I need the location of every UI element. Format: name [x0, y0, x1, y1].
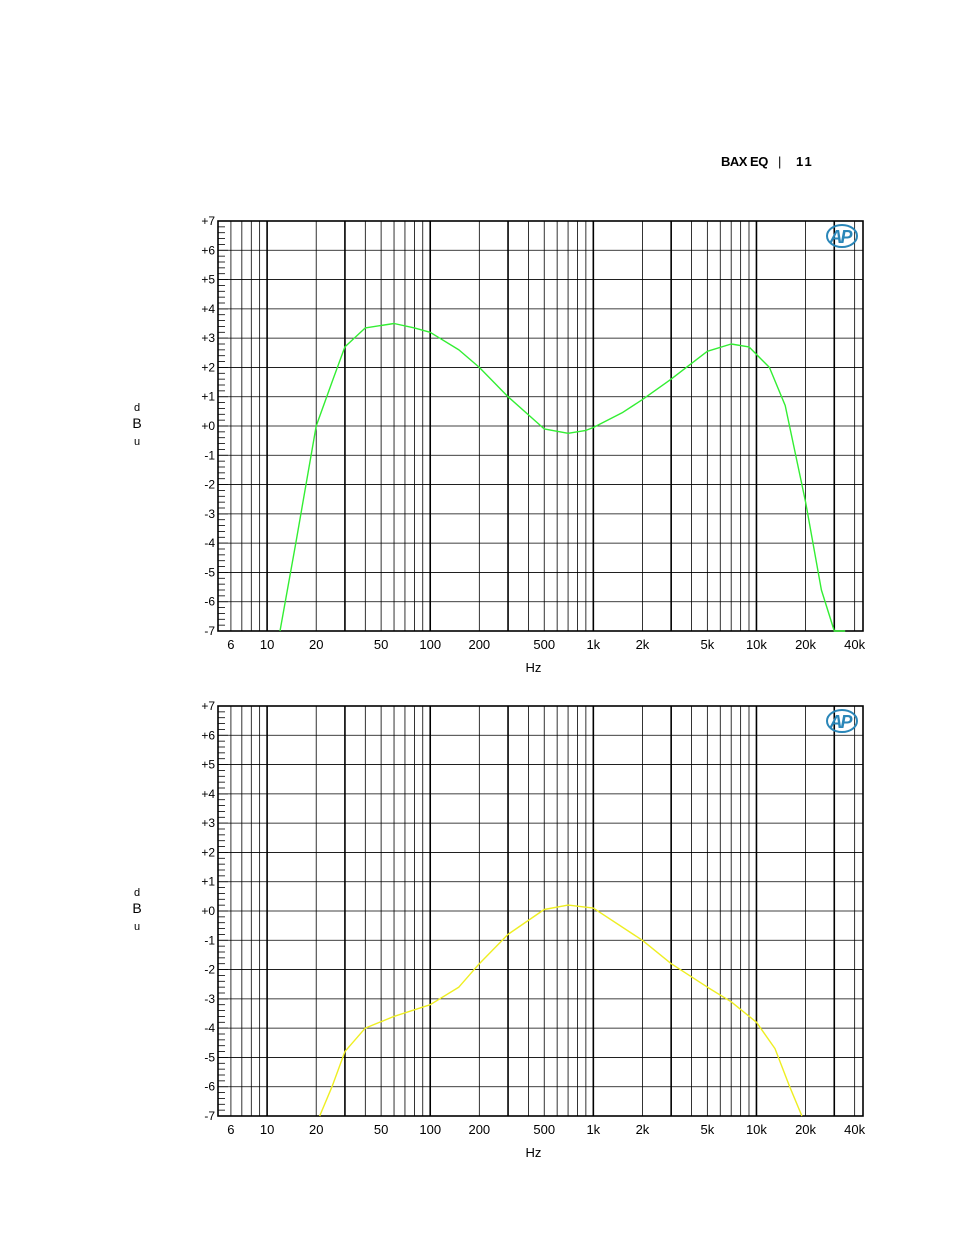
x-tick-label: 500	[533, 1122, 556, 1137]
y-tick-label: -2	[204, 477, 215, 492]
x-tick-label: 500	[533, 637, 556, 652]
x-tick-label: 10k	[745, 637, 767, 652]
y-tick-label: +3	[201, 816, 215, 831]
y-axis-label-char: B	[132, 900, 142, 916]
x-tick-label: 10k	[745, 1122, 767, 1137]
series-line	[320, 905, 802, 1116]
y-tick-label: -4	[204, 536, 215, 551]
x-tick-label: 10	[259, 1122, 275, 1137]
x-tick-label: 1k	[586, 1122, 601, 1137]
header-separator: |	[778, 154, 782, 169]
y-tick-label: +6	[201, 243, 215, 258]
x-tick-label: 40k	[844, 1122, 866, 1137]
x-tick-label: 6	[227, 637, 235, 652]
ap-logo-text: AP	[829, 227, 851, 247]
x-tick-label: 5k	[700, 637, 715, 652]
frequency-response-chart-top	[0, 205, 954, 685]
x-tick-label: 20k	[795, 637, 817, 652]
y-tick-label: -4	[204, 1021, 215, 1036]
ap-logo-text: AP	[829, 712, 851, 732]
y-tick-label: -1	[204, 448, 215, 463]
y-axis-label	[132, 402, 141, 448]
ap-logo	[827, 710, 857, 732]
y-tick-label: -6	[204, 594, 215, 609]
grid	[218, 706, 863, 1116]
y-axis-label-char: d	[133, 402, 141, 414]
y-tick-label: +5	[201, 757, 215, 772]
x-tick-label: 100	[419, 637, 442, 652]
y-tick-label: -7	[204, 1109, 215, 1123]
x-tick-label: 2k	[635, 637, 650, 652]
y-tick-label: +7	[201, 699, 215, 713]
x-tick-label: 20k	[795, 1122, 817, 1137]
x-tick-label: 10	[259, 637, 275, 652]
x-tick-label: 20	[308, 1122, 324, 1137]
x-tick-label: 6	[227, 1122, 235, 1137]
y-tick-label: -2	[204, 962, 215, 977]
y-tick-label: +0	[201, 904, 215, 918]
frequency-response-chart-bottom	[0, 690, 954, 1170]
y-tick-label: +7	[201, 214, 215, 228]
x-tick-label: 50	[373, 637, 389, 652]
y-tick-label: -3	[204, 991, 215, 1006]
y-axis-label	[132, 887, 141, 933]
x-axis-label: Hz	[525, 1145, 542, 1160]
x-tick-label: 2k	[635, 1122, 650, 1137]
x-tick-label: 1k	[586, 637, 601, 652]
y-tick-label: -7	[204, 624, 215, 638]
y-tick-label: +6	[201, 728, 215, 743]
y-tick-label: +2	[201, 360, 215, 375]
y-tick-label: -5	[204, 1050, 215, 1065]
x-tick-label: 40k	[844, 637, 866, 652]
y-tick-label: +3	[201, 331, 215, 346]
y-axis-label-char: d	[133, 887, 141, 899]
x-axis-label: Hz	[525, 660, 542, 675]
document-title: BAX EQ	[721, 154, 768, 169]
x-tick-label: 200	[468, 637, 491, 652]
x-tick-label: 5k	[700, 1122, 715, 1137]
page-number: 11	[796, 154, 814, 169]
y-tick-label: -6	[204, 1079, 215, 1094]
y-tick-label: +2	[201, 845, 215, 860]
y-tick-label: +5	[201, 272, 215, 287]
y-tick-label: +4	[201, 301, 215, 316]
y-axis-label-char: B	[132, 415, 142, 431]
y-axis-label-char: u	[133, 921, 141, 933]
series-line	[280, 324, 845, 632]
x-tick-label: 100	[419, 1122, 442, 1137]
y-tick-label: +4	[201, 786, 215, 801]
y-tick-label: +0	[201, 419, 215, 433]
x-tick-label: 50	[373, 1122, 389, 1137]
y-tick-label: +1	[201, 389, 215, 404]
y-tick-label: -1	[204, 933, 215, 948]
ap-logo	[827, 225, 857, 247]
y-tick-label: -3	[204, 506, 215, 521]
x-tick-label: 20	[308, 637, 324, 652]
y-tick-label: +1	[201, 874, 215, 889]
y-tick-label: -5	[204, 565, 215, 580]
x-tick-label: 200	[468, 1122, 491, 1137]
page-header	[715, 154, 825, 174]
y-axis-label-char: u	[133, 436, 141, 448]
